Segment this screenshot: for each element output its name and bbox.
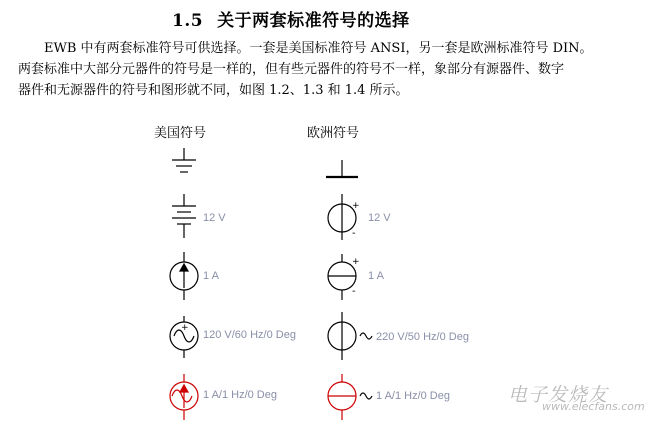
- svg-text:+: +: [352, 257, 360, 267]
- european-dc-current-value: 1 A: [368, 270, 384, 282]
- european-dc-voltage-symbol: [328, 194, 360, 240]
- american-ground-symbol: [172, 148, 196, 172]
- european-dc-current-symbol: [328, 254, 360, 300]
- european-ac-current-symbol: [328, 374, 372, 420]
- section-title: 关于两套标准符号的选择: [217, 11, 410, 31]
- american-dc-voltage-value: 12 V: [203, 212, 226, 224]
- watermark-url: www.elecfans.com: [542, 400, 645, 413]
- american-dc-current-symbol: [170, 252, 198, 300]
- svg-text:-: -: [352, 228, 356, 239]
- american-ac-voltage-symbol: [170, 316, 198, 358]
- paragraph-line: 器件和无源器件的符号和图形就不同，如图 1.2、1.3 和 1.4 所示。: [18, 83, 409, 98]
- european-dc-voltage-value: 12 V: [368, 212, 391, 224]
- paragraph-line: EWB 中有两套标准符号可供选择。一套是美国标准符号 ANSI，另一套是欧洲标准符号 DIN。: [44, 41, 593, 56]
- american-ac-current-value: 1 A/1 Hz/0 Deg: [203, 389, 277, 401]
- european-ground-symbol: [326, 160, 358, 177]
- paragraph-line: 两套标准中大部分元器件的符号是一样的，但有些元器件的符号不一样，象部分有源器件、数字: [18, 62, 565, 77]
- american-ac-current-symbol: [170, 374, 198, 420]
- svg-text:+: +: [181, 323, 189, 333]
- section-number: 1.5: [172, 11, 204, 31]
- american-dc-current-value: 1 A: [203, 270, 219, 282]
- watermark: [508, 380, 645, 413]
- european-ac-current-value: 1 A/1 Hz/0 Deg: [376, 390, 450, 402]
- american-column-label: 美国符号: [154, 126, 207, 141]
- svg-text:+: +: [352, 201, 360, 211]
- watermark-chinese: 电子发烧友: [508, 384, 609, 406]
- american-dc-voltage-symbol: [172, 194, 196, 238]
- european-ac-voltage-symbol: [328, 312, 372, 360]
- european-column-label: 欧洲符号: [307, 126, 360, 141]
- european-ac-voltage-value: 220 V/50 Hz/0 Deg: [376, 331, 469, 343]
- american-ac-voltage-value: 120 V/60 Hz/0 Deg: [203, 329, 296, 341]
- svg-text:-: -: [352, 286, 356, 297]
